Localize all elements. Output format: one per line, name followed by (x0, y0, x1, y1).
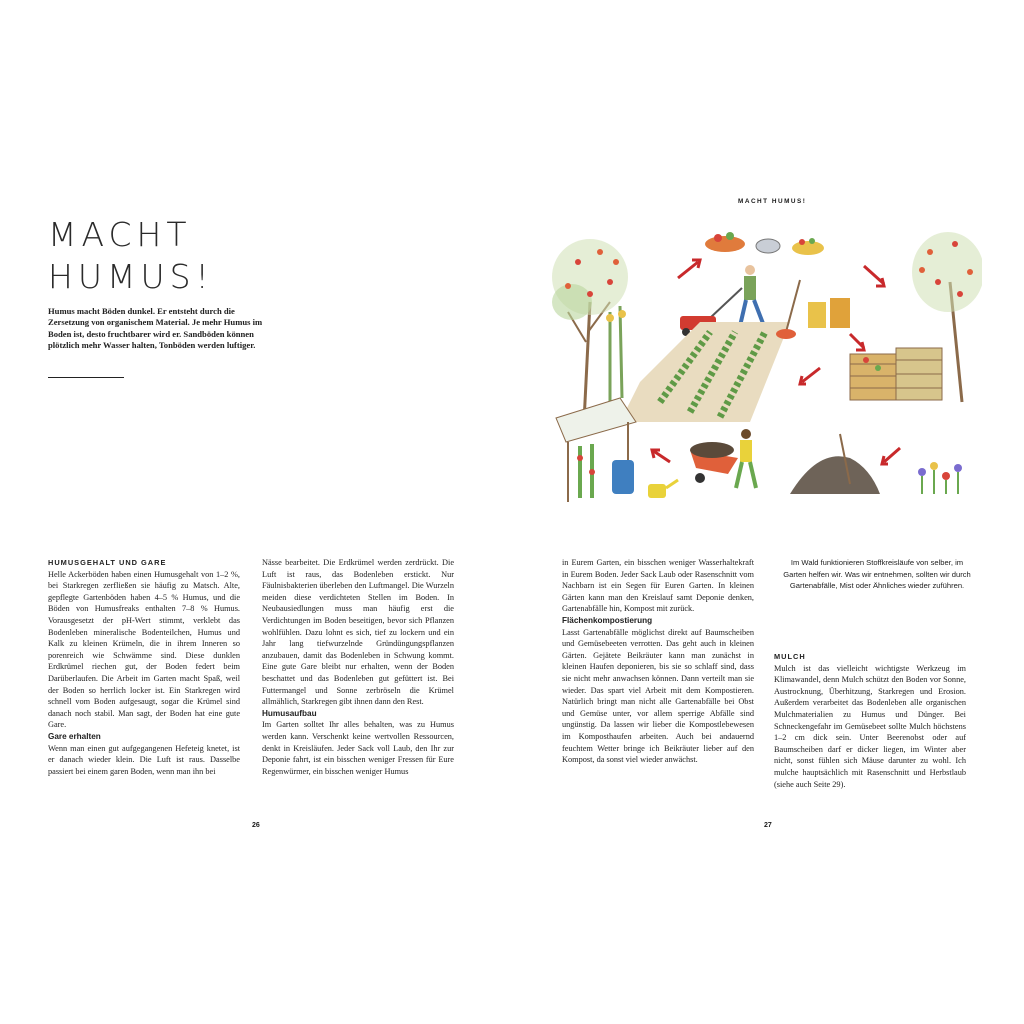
running-head: MACHT HUMUS! (738, 198, 807, 205)
column-1 (48, 557, 240, 777)
page-title (48, 214, 214, 298)
produce-basket-icon (705, 232, 745, 252)
watering-can-icon (648, 480, 678, 498)
compost-bins-icon (850, 348, 942, 400)
paragraph: Im Garten solltet Ihr alles behalten, was zu Humus werden kann. Verschenkt keine wertvollen Ressourcen, denkt in Kreisläufen. Jeder Sack voll Laub, den Ihr zur Deponie fahrt, ist ein bisschen weniger Fressen für Eure Regenwürmer, ein bisschen weniger Humus (262, 720, 454, 776)
intro-paragraph: Humus macht Böden dunkel. Er entsteht durch die Zersetzung von organischem Material. Je mehr Humus im Boden ist, desto fruchtbarer wird er. Sandböden können plötzlich mehr Wasser halten, Tonböden werden luftiger. (48, 306, 263, 351)
section-heading-humusgehalt: HUMUSGEHALT UND GARE (48, 558, 167, 567)
paragraph: in Eurem Garten, ein bisschen weniger Wasserhaltekraft in Eurem Boden. Jeder Sack Laub oder Rasenschnitt vom Nachbarn ist ein Segen für Euren Garten. In kleinen Gärten kann man den Kreislauf samt Deponie denken, Gartenabfälle hin, Kompost mit zurück. (562, 558, 754, 614)
subheading-flaechenkompostierung: Flächenkompostierung (562, 615, 653, 625)
paragraph: Mulch ist das vielleicht wichtigste Werkzeug im Klimawandel, denn Mulch schützt den Boden vor Sonne, Austrocknung, Überhitzung, Starkregen und Erosion. Außerdem verarbeitet das Bodenleben alle organischen Mulchmaterialien zu Humus und Dünger. Bei Schneckengefahr im Gemüsebeet sollte Mulch höchstens 1–2 cm dick sein. Unter Beerenobst oder auf Baumscheiben darf er dicker liegen, im Winter aber nicht, sonst fühlen sich Mäuse darunter zu wohl. Ich mulche hauptsächlich mit Rasenschnitt und Herbstlaub (siehe auch Seite 29). (774, 663, 966, 789)
compost-heap-icon (790, 434, 880, 494)
paragraph: Wenn man einen gut aufgegangenen Hefeteig knetet, ist er danach wieder klein. Die Luft ist raus. Dasselbe passiert bei einem garen Boden, wenn man ihn bei (48, 743, 240, 776)
illustration-caption: Im Wald funktionieren Stoffkreisläufe von selber, im Garten helfen wir. Was wir entnehmen, sollten wir durch Gartenabfälle, Mist oder Ähnliches wieder zuführen. (783, 558, 971, 590)
rain-barrel-icon (612, 460, 634, 494)
column-2 (262, 557, 454, 777)
vegetable-bowl-icon (792, 238, 824, 255)
garden-cycle-illustration (550, 222, 982, 514)
rake-and-leaves-icon (776, 280, 850, 339)
subheading-humusaufbau: Humusaufbau (262, 708, 317, 718)
paragraph: Helle Ackerböden haben einen Humusgehalt von 1–2 %, bei Starkregen zerfließen sie häufig zu Matsch. Alte, gepflegte Gartenböden haben 4–5 % Humus, und die Böden von Humusfreaks enthalten 7–8 % Humus. Vorausgesetzt der pH-Wert stimmt, verklebt das Bodenleben mineralische Bodenteilchen, Humus und Kalk zu kleinen Krümeln, die in ihrem Inneren so porenreich wie Schwämme sind. Diese dunklen Erdkrümel riechen gut, der Boden federt beim Darüberlaufen. Die Arbeit im Garten macht Spaß, weil der Boden so herrlich locker ist. Ein Starkregen wird schnell vom Boden aufgesaugt, sogar die Krümel sind danach noch stabil. Man sagt, der Boden hat eine gute Gare. (48, 569, 240, 730)
paragraph: Nässe bearbeitet. Die Erdkrümel werden zerdrückt. Die Luft ist raus, das Bodenleben erstickt. Nur Fäulnisbakterien überleben den Luftmangel. Die Wurzeln meiden diese verdichteten Stellen im Boden. In Neubausiedlungen muss man häufig erst die Verdichtungen im Boden beseitigen, bevor sich Pflanzen wohlfühlen. Dazu lohnt es sich, tief zu lockern und ein Jahr lang tiefwurzelnde Gründüngungspflanzen anzubauen, damit das Bodenleben in Schwung kommt. Eine gute Gare bleibt nur erhalten, wenn der Boden beschattet und das Bodenleben gut gefüttert ist. Bei Futtermangel und Sonne zerbröseln die Krümel allmählich, Starkregen gibt ihnen dann den Rest. (262, 558, 454, 707)
apple-tree-left-icon (552, 239, 628, 422)
divider-rule (48, 377, 124, 378)
flower-bed-icon (918, 462, 962, 494)
subheading-gare-erhalten: Gare erhalten (48, 731, 101, 741)
cooking-pot-icon (756, 239, 780, 253)
gardener-wheelbarrow-icon (690, 429, 756, 488)
column-3 (562, 557, 754, 766)
title-line-1: MACHT (48, 215, 192, 254)
page-number-right: 27 (764, 822, 772, 829)
title-line-2: HUMUS! (48, 257, 214, 296)
section-heading-mulch: MULCH (774, 652, 806, 661)
paragraph: Lasst Gartenabfälle möglichst direkt auf Baumscheiben und Gemüsebeeten verrotten. Das geht auch in kleinen Gärten. Gejätete Beikräuter kann man zunächst in kleinen Haufen deponieren, bis sie so schlaff sind, dass sie nicht mehr anwachsen können. Dann verteilt man sie wieder. Das spart viel Arbeit mit dem Kompostieren. Natürlich bringt man nicht alle Gartenabfälle bei Obst und Gemüse unter, vor allem sperrige Abfälle sind ungünstig. Da lassen wir lieber die Kompostlebewesen im Komposthaufen arbeiten. Auch bei andauernd feuchtem Wetter bringe ich Beikräuter lieber auf den Kompost, da sonst viel wieder anwächst. (562, 627, 754, 765)
column-4 (774, 651, 966, 790)
page-number-left: 26 (252, 822, 260, 829)
